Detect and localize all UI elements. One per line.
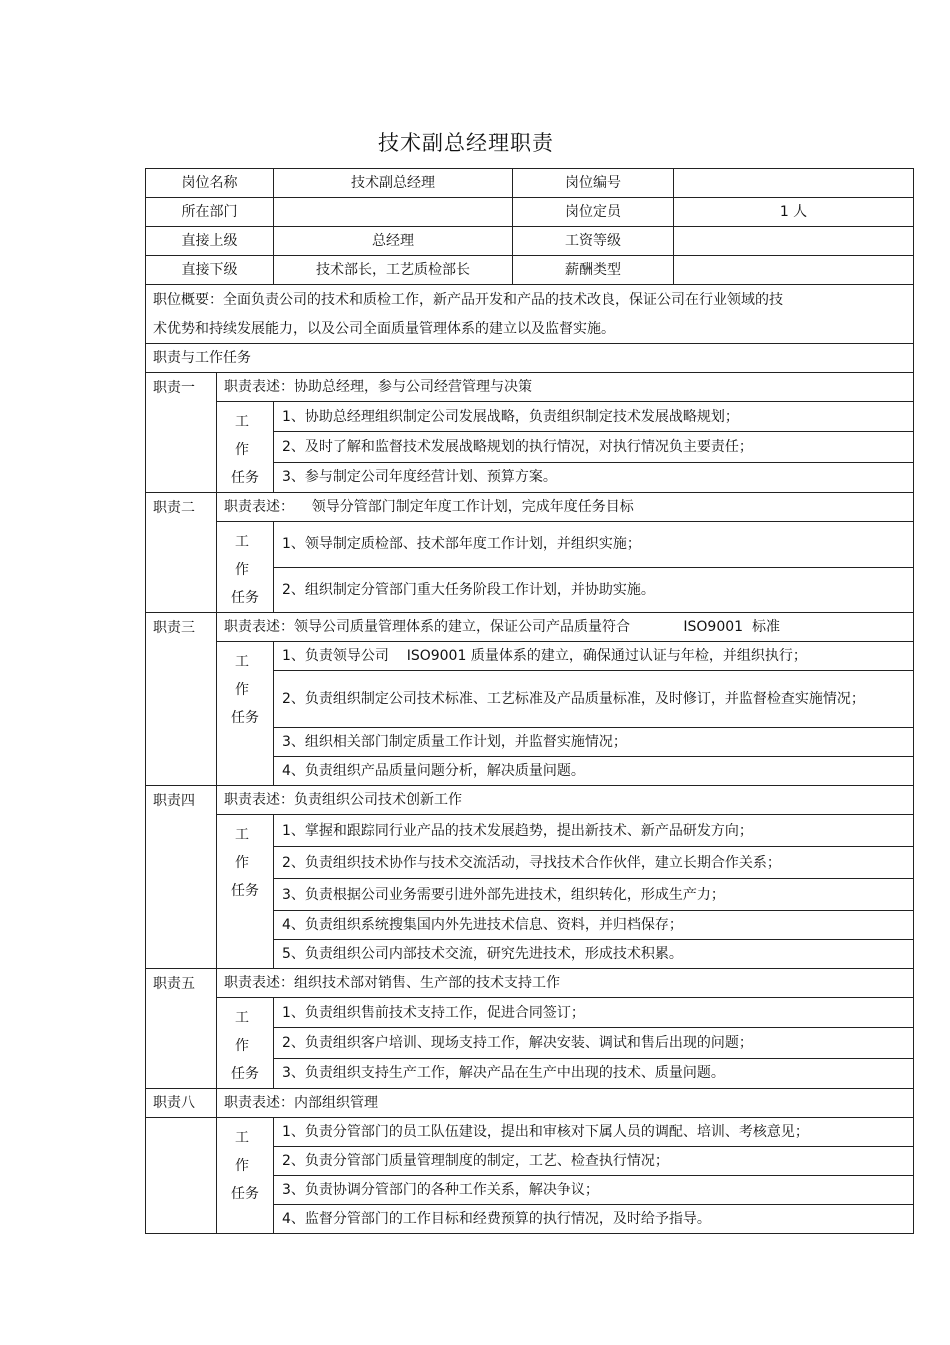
duty-description: 职责表述：负责组织公司技术创新工作 (217, 786, 914, 815)
info-label: 岗位编号 (513, 169, 674, 198)
task-item: 3、参与制定公司年度经营计划、预算方案。 (274, 462, 914, 492)
duty-name: 职责一 (146, 373, 217, 493)
section-row (146, 344, 914, 373)
task-item: 2、负责组织制定公司技术标准、工艺标准及产品质量标准，及时修订，并监督检查实施情况； (274, 671, 914, 728)
duty-name: 职责三 (146, 613, 217, 786)
info-value (674, 169, 914, 198)
info-row (146, 227, 914, 256)
job-summary (146, 285, 914, 344)
summary-row (146, 285, 914, 344)
page-title: 技术副总经理职责 (378, 131, 554, 155)
task-item: 1、协助总经理组织制定公司发展战略，负责组织制定技术发展战略规划； (274, 402, 914, 432)
info-label: 岗位定员 (513, 198, 674, 227)
info-row (146, 256, 914, 285)
info-value: 技术副总经理 (274, 169, 513, 198)
duty-row (146, 493, 914, 522)
info-row (146, 198, 914, 227)
info-value: 技术部长，工艺质检部长 (274, 256, 513, 285)
duty-description: 职责表述：组织技术部对销售、生产部的技术支持工作 (217, 969, 914, 998)
duty-description: 职责表述：内部组织管理 (217, 1089, 914, 1118)
duty-row (146, 969, 914, 998)
task-item: 2、负责组织技术协作与技术交流活动，寻找技术合作伙伴，建立长期合作关系； (274, 847, 914, 879)
duty-description: 职责表述：协助总经理，参与公司经营管理与决策 (217, 373, 914, 402)
task-item: 1、掌握和跟踪同行业产品的技术发展趋势，提出新技术、新产品研发方向； (274, 815, 914, 847)
task-item: 3、组织相关部门制定质量工作计划，并监督实施情况； (274, 728, 914, 757)
info-value (274, 198, 513, 227)
info-label: 工资等级 (513, 227, 674, 256)
work-task-label: 工 作 任务 (217, 1118, 274, 1234)
work-task-label: 工 作 任务 (217, 815, 274, 969)
duty-description: 职责表述：领导公司质量管理体系的建立，保证公司产品质量符合 ISO9001 标准 (217, 613, 914, 642)
duty-row (146, 613, 914, 642)
section-title: 职责与工作任务 (146, 344, 914, 373)
task-item: 2、负责组织客户培训、现场支持工作，解决安装、调试和售后出现的问题； (274, 1028, 914, 1058)
task-row (146, 402, 914, 432)
work-task-label: 工 作 任务 (217, 998, 274, 1089)
task-item: 2、及时了解和监督技术发展战略规划的执行情况，对执行情况负主要责任； (274, 432, 914, 462)
task-item: 2、负责分管部门质量管理制度的制定，工艺、检查执行情况； (274, 1147, 914, 1176)
task-item: 2、组织制定分管部门重大任务阶段工作计划，并协助实施。 (274, 567, 914, 613)
work-task-label: 工 作 任务 (217, 402, 274, 493)
task-item: 3、负责组织支持生产工作，解决产品在生产中出现的技术、质量问题。 (274, 1058, 914, 1088)
info-label: 薪酬类型 (513, 256, 674, 285)
info-label: 直接下级 (146, 256, 274, 285)
duty-description: 职责表述： 领导分管部门制定年度工作计划，完成年度任务目标 (217, 493, 914, 522)
task-item: 4、负责组织产品质量问题分析，解决质量问题。 (274, 757, 914, 786)
job-description-table (145, 168, 914, 1234)
duty-name: 职责五 (146, 969, 217, 1089)
task-item: 5、负责组织公司内部技术交流，研究先进技术，形成技术积累。 (274, 940, 914, 969)
task-row (146, 1118, 914, 1147)
info-label: 岗位名称 (146, 169, 274, 198)
task-item: 1、负责分管部门的员工队伍建设，提出和审核对下属人员的调配、培训、考核意见； (274, 1118, 914, 1147)
task-row (146, 998, 914, 1028)
task-item: 3、负责根据公司业务需要引进外部先进技术，组织转化，形成生产力； (274, 879, 914, 911)
task-row (146, 815, 914, 847)
work-task-label: 工 作 任务 (217, 522, 274, 613)
duty-name: 职责八 (146, 1089, 217, 1118)
empty-cell (146, 1118, 217, 1234)
duty-row (146, 1089, 914, 1118)
task-row (146, 522, 914, 568)
summary-line: 职位概要：全面负责公司的技术和质检工作，新产品开发和产品的技术改良，保证公司在行业领域的技 (153, 292, 783, 308)
task-item: 1、负责领导公司 ISO9001 质量体系的建立，确保通过认证与年检，并组织执行； (274, 642, 914, 671)
info-label: 直接上级 (146, 227, 274, 256)
duty-name: 职责二 (146, 493, 217, 613)
work-task-label: 工 作 任务 (217, 642, 274, 786)
info-value: 总经理 (274, 227, 513, 256)
duty-row (146, 786, 914, 815)
duty-name: 职责四 (146, 786, 217, 969)
info-value: 1 人 (674, 198, 914, 227)
info-value (674, 256, 914, 285)
duty-row (146, 373, 914, 402)
task-item: 1、负责组织售前技术支持工作，促进合同签订； (274, 998, 914, 1028)
task-item: 1、领导制定质检部、技术部年度工作计划，并组织实施； (274, 522, 914, 568)
info-value (674, 227, 914, 256)
task-item: 3、负责协调分管部门的各种工作关系，解决争议； (274, 1176, 914, 1205)
summary-line: 术优势和持续发展能力，以及公司全面质量管理体系的建立以及监督实施。 (153, 321, 615, 337)
task-item: 4、负责组织系统搜集国内外先进技术信息、资料，并归档保存； (274, 911, 914, 940)
task-item: 4、监督分管部门的工作目标和经费预算的执行情况，及时给予指导。 (274, 1205, 914, 1234)
task-row (146, 642, 914, 671)
info-label: 所在部门 (146, 198, 274, 227)
info-row (146, 169, 914, 198)
